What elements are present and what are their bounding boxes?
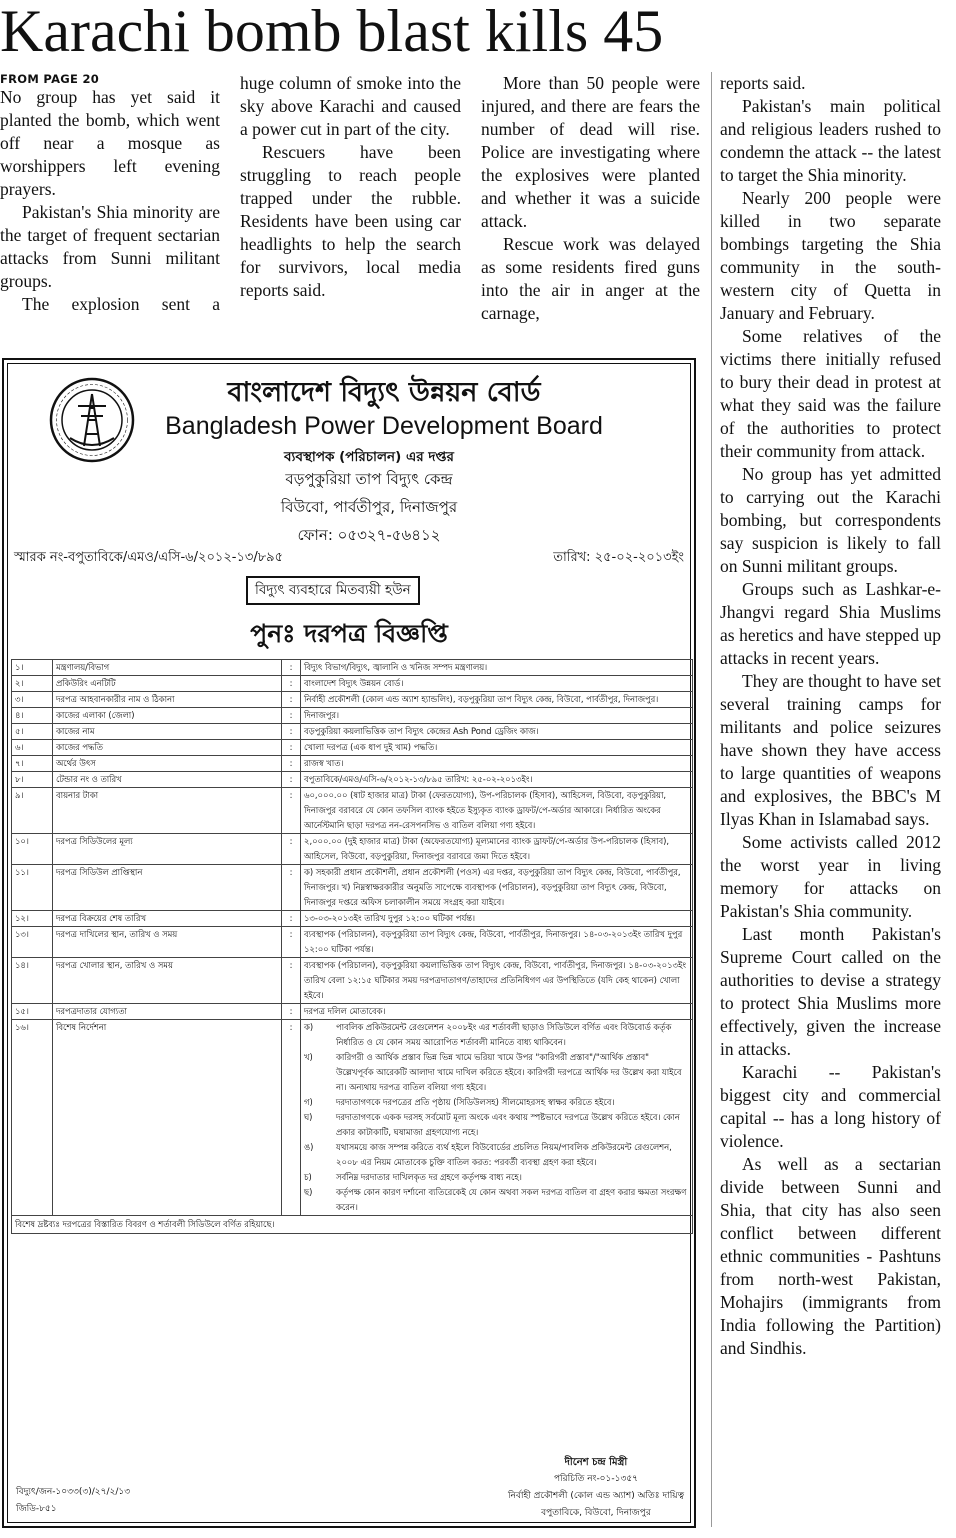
row-number: ১৩। <box>12 927 53 958</box>
table-row <box>12 911 693 927</box>
instruction-key: ঙ) <box>304 1142 314 1152</box>
row-separator: : <box>282 834 301 865</box>
row-value: বপুতাবিকে/এমও/এসি-৬/২০১২-১৩/৮৯৫ তারিখ: ২৫-০২-২০১৩ইং। <box>301 772 693 788</box>
instruction-text: দরদাতাগণকে একক দরসহ সর্বমোট মূল্য অংকে এবং কথায় স্পষ্টভাবে দরপত্রে উল্লেখ করিতে হইবে। কোন প্রকার কাটাকাটি, ঘষামাজা গ্রহণযোগ্য নহে। <box>336 1112 680 1137</box>
row-separator: : <box>282 692 301 708</box>
row-label: দরপত্র বিক্রয়ের শেষ তারিখ <box>53 911 282 927</box>
table-row <box>12 756 693 772</box>
article-column-4 <box>720 72 941 1360</box>
article-paragraph: No group has yet admitted to carrying out the Karachi bombing, but correspondents say suspicion is likely to fall on Sunni militant groups. <box>720 464 941 576</box>
table-row <box>12 927 693 958</box>
row-label: দরপত্র খোলার স্থান, তারিখ ও সময় <box>53 958 282 1004</box>
from-page-label: FROM PAGE 20 <box>0 72 100 86</box>
table-row <box>12 834 693 865</box>
office-name: ব্যবস্থাপক (পরিচালন) এর দপ্তর <box>284 449 454 465</box>
article-column-1 <box>0 72 220 316</box>
table-row <box>12 1020 693 1216</box>
table-row <box>12 772 693 788</box>
signature-block <box>508 1454 684 1522</box>
notice-title: পুনঃ দরপত্র বিজ্ঞপ্তি <box>250 619 448 648</box>
notice-date: তারিখ: ২৫-০২-২০১৩ইং <box>553 550 684 565</box>
address: বিউবো, পার্বতীপুর, দিনাজপুর <box>280 498 458 516</box>
table-row <box>12 865 693 911</box>
signatory-name: দীনেশ চন্দ্র মিস্ত্রী <box>564 1457 628 1468</box>
article-paragraph: As well as a sectarian divide between Sunni and Shia, that city has also seen conflict between different ethnic communities - Pashtuns from north-west Pakistan, Mohajirs (immigrants from India following the Partition) and Sindhis. <box>720 1154 941 1358</box>
row-number: ১৬। <box>12 1020 53 1216</box>
instruction-item <box>304 1110 689 1140</box>
column-divider <box>711 72 712 1527</box>
instruction-text: দরদাতাগণকে দরপত্রের প্রতি পৃষ্ঠায় (সিডিউলসহ) সীলমোহরসহ স্বাক্ষর করিতে হইবে। <box>336 1097 615 1107</box>
table-row <box>12 958 693 1004</box>
instruction-item <box>304 1185 689 1215</box>
row-value <box>301 1020 693 1216</box>
article-paragraph: Nearly 200 people were killed in two separate bombings targeting the Shia community in the south-western city of Quetta in January and February. <box>720 188 941 323</box>
table-row <box>12 740 693 756</box>
row-number: ১৪। <box>12 958 53 1004</box>
remark-row <box>12 1216 693 1234</box>
instruction-key: ক) <box>304 1022 314 1032</box>
row-value: ক) সহকারী প্রধান প্রকৌশলী, প্রধান প্রকৌশলী (পওস) এর দপ্তর, বড়পুকুরিয়া তাপ বিদ্যুৎ কেন্দ্র, বিউবো, পার্বতীপুর, দিনাজপুর। খ) নিম্নস্বাক্ষরকারীর অনুমতি সাপেক্ষে ব্যবস্থাপক (পরিচালন), বড়পুকুরিয়া তাপ বিদ্যুৎ কেন্দ্র, বিউবো, দিনাজপুর দপ্তরে অফিস চলাকালীন সময়ে সংগ্রহ করা যাইবে। <box>301 865 693 911</box>
remark-text: বিশেষ দ্রষ্টব্যঃ দরপত্রের বিস্তারিত বিবরণ ও শর্তাবলী সিডিউলে বর্ণিত রহিয়াছে। <box>12 1216 693 1234</box>
row-number: ৭। <box>12 756 53 772</box>
article-paragraph: More than 50 people were injured, and there are fears the number of dead will rise. Police are investigating where the explosives were planted and whether it was a suicide attack. <box>481 73 700 231</box>
instruction-text: পাবলিক প্রকিউরমেন্ট রেগুলেশন ২০০৮ইং এর শর্তাবলী ছাড়াও সিডিউলে বর্ণিত এবং বিউবোর্ড কর্তৃক নির্ধারিত ও যে কোন সময় আরোপিত শর্তাবলী মানিতে বাধ্য থাকিবেন। <box>336 1022 672 1047</box>
row-value: ব্যবস্থাপক (পরিচালন), বড়পুকুরিয়া কয়লাভিত্তিক তাপ বিদ্যুৎ কেন্দ্র, বিউবো, পার্বতীপুর, দিনাজপুর। ১৪-০৩-২০১৩ইং তারিখ বেলা ১২:১৫ ঘটিকার সময় দরপত্রদাতাগণ/তাহাদের প্রতিনিধিগণ এর উপস্থিতিতে (যদি কেহ থাকেন) খোলা হইবে। <box>301 958 693 1004</box>
table-row <box>12 708 693 724</box>
row-number: ১২। <box>12 911 53 927</box>
row-number: ৮। <box>12 772 53 788</box>
article-paragraph: Pakistan's Shia minority are the target of frequent sectarian attacks from Sunni militant groups. <box>0 202 220 291</box>
row-separator: : <box>282 724 301 740</box>
row-number: ৬। <box>12 740 53 756</box>
article-column-2 <box>240 72 461 302</box>
row-value: খোলা দরপত্র (এক ধাপ দুই খাম) পদ্ধতি। <box>301 740 693 756</box>
row-separator: : <box>282 756 301 772</box>
instruction-item <box>304 1170 689 1185</box>
headline: Karachi bomb blast kills 45 <box>0 0 664 64</box>
row-label: দরপত্র আহবানকারীর নাম ও ঠিকানা <box>53 692 282 708</box>
article-paragraph: reports said. <box>720 73 806 93</box>
row-number: ২। <box>12 676 53 692</box>
tender-table <box>11 659 693 1234</box>
row-separator: : <box>282 958 301 1004</box>
row-number: ৩। <box>12 692 53 708</box>
plant-name: বড়পুকুরিয়া তাপ বিদ্যুৎ কেন্দ্র <box>285 470 453 488</box>
row-number: ৯। <box>12 788 53 834</box>
row-number: ১১। <box>12 865 53 911</box>
phone: ফোন: ০৫৩২৭-৫৬৪১২ <box>297 526 441 544</box>
instruction-text: সর্বনিম্ন দরদাতার দাখিলকৃত দর গ্রহণে কর্তৃপক্ষ বাধ্য নহে। <box>336 1172 522 1182</box>
row-value: রাজস্ব খাত। <box>301 756 693 772</box>
instruction-item <box>304 1050 689 1095</box>
reference-number: বিদ্যুৎ/জন-১০৩৩(৩)/২৭/২/১৩ <box>16 1487 131 1497</box>
row-value: ৬০,০০০.০০ (ষাট হাজার মাত্র) টাকা (ফেরতযোগ্য), উপ-পরিচালক (হিসাব), আহিসেল, বিউবো, বড়পুকুরিয়া, দিনাজপুর বরাবরে যে কোন তফসিল ব্যাংক হইতে ইস্যুকৃত ব্যাংক ড্রাফট/পে-অর্ডার আকারে। নির্ধারিত অংকের আর্নেস্টমানি ছাড়া দরপত্র নন-রেসপনসিভ ও বাতিল বলিয়া গণ্য হইবে। <box>301 788 693 834</box>
row-separator: : <box>282 676 301 692</box>
row-label: বিশেষ নির্দেশনা <box>53 1020 282 1216</box>
article-paragraph: Last month Pakistan's Supreme Court called on the authorities to devise a strategy to protect Shia Muslims more effectively, given the increase in attacks. <box>720 924 941 1059</box>
table-row <box>12 1004 693 1020</box>
row-separator: : <box>282 1020 301 1216</box>
instruction-item <box>304 1095 689 1110</box>
instruction-text: যথাসময়ে কাজ সম্পন্ন করিতে ব্যর্থ হইলে বিউবোর্ডের প্রচলিত নিয়ম/পাবলিক প্রকিউরমেন্ট রেগুলেশন, ২০০৮ এর নিয়ম মোতাবেক চুক্তি বাতিল করত: পরবর্তী ব্যবস্থা গ্রহণ করা হইবে। <box>336 1142 672 1167</box>
row-separator: : <box>282 740 301 756</box>
article-paragraph: The explosion sent a <box>22 294 220 314</box>
instruction-key: খ) <box>304 1052 313 1062</box>
row-separator: : <box>282 708 301 724</box>
row-number: ৫। <box>12 724 53 740</box>
row-label: মন্ত্রণালয়/বিভাগ <box>53 660 282 676</box>
article-paragraph: No group has yet said it planted the bomb, which went off near a mosque as worshippers left evening prayers. <box>0 87 220 199</box>
row-number: ১। <box>12 660 53 676</box>
row-separator: : <box>282 788 301 834</box>
instruction-key: ছ) <box>304 1187 313 1197</box>
table-row <box>12 788 693 834</box>
article-paragraph: huge column of smoke into the sky above Karachi and caused a power cut in part of the city. <box>240 73 461 139</box>
row-label: টেন্ডার নং ও তারিখ <box>53 772 282 788</box>
row-separator: : <box>282 660 301 676</box>
row-label: দরপত্রদাতার যোগ্যতা <box>53 1004 282 1020</box>
row-number: ১৫। <box>12 1004 53 1020</box>
memo-number: স্মারক নং-বপুতাবিকে/এমও/এসি-৬/২০১২-১৩/৮৯৫ <box>14 550 284 565</box>
instruction-key: ঘ) <box>304 1112 313 1122</box>
article-paragraph: Some relatives of the victims there initially refused to bury their dead in protest at what they said was the failure of the authorities to protect their community from attack. <box>720 326 941 461</box>
row-label: প্রকিউরিং এনটিটি <box>53 676 282 692</box>
row-label: অর্থের উৎস <box>53 756 282 772</box>
instruction-text: কর্তৃপক্ষ কোন কারণ দর্শানো ব্যতিরেকেই যে কোন অথবা সকল দরপত্র বাতিল বা গ্রহণ করার ক্ষমতা সংরক্ষণ করেন। <box>336 1187 687 1212</box>
instruction-key: চ) <box>304 1172 312 1182</box>
article-paragraph: Some activists called 2012 the worst year in living memory for attacks on Pakistan's Shia community. <box>720 832 941 921</box>
article-column-3 <box>481 72 700 325</box>
table-row <box>12 692 693 708</box>
row-value: নির্বাহী প্রকৌশলী (কোল এন্ড অ্যাশ হ্যান্ডলিং), বড়পুকুরিয়া তাপ বিদ্যুৎ কেন্দ্র, বিউবো, পার্বতীপুর, দিনাজপুর। <box>301 692 693 708</box>
signatory-id: পরিচিতি নং-০১-১৩৫৭ <box>553 1474 639 1484</box>
instruction-item <box>304 1020 689 1050</box>
row-label: কাজের পদ্ধতি <box>53 740 282 756</box>
row-value: ব্যবস্থাপক (পরিচালন), বড়পুকুরিয়া তাপ বিদ্যুৎ কেন্দ্র, বিউবো, পার্বতীপুর, দিনাজপুর। ১৪-০৩-২০১৩ইং তারিখ দুপুর ১২:০০ ঘটিকা পর্যন্ত। <box>301 927 693 958</box>
table-row <box>12 676 693 692</box>
org-name-english: Bangladesh Power Development Board <box>165 412 603 440</box>
row-label: বায়নার টাকা <box>53 788 282 834</box>
article-paragraph: Karachi -- Pakistan's biggest city and commercial capital -- has a long history of violence. <box>720 1062 941 1151</box>
article-paragraph: They are thought to have set several training camps for militants and police seizures have shown they have access to large quantities of weapons and explosives, the BBC's M Ilyas Khan in Islamabad says. <box>720 671 941 829</box>
article-paragraph: Groups such as Lashkar-e-Jhangvi regard Shia Muslims as heretics and have stepped up attacks in recent years. <box>720 579 941 668</box>
slogan-box: বিদ্যুৎ ব্যবহারে মিতব্যয়ী হউন <box>246 576 420 605</box>
ad-inner-border <box>7 363 691 1523</box>
row-value: দরপত্র দলিল মোতাবেক। <box>301 1004 693 1020</box>
row-separator: : <box>282 865 301 911</box>
instruction-text: কারিগরী ও আর্থিক প্রস্তাব ভিন্ন ভিন্ন খামে ভরিয়া খামে উপর "কারিগরী প্রস্তাব"/"আর্থিক প্রস্তাব" উল্লেখপূর্বক আরেকটি আলাদা খামে দাখিল করিতে হইবে। কারিগরী দরপত্রে আর্থিক দর উল্লেখ করা যাইবে না। অন্যথায় দরপত্র বাতিল বলিয়া গণ্য হইবে। <box>336 1052 682 1092</box>
row-number: ৪। <box>12 708 53 724</box>
row-separator: : <box>282 772 301 788</box>
row-separator: : <box>282 927 301 958</box>
row-value: বিদ্যুৎ বিভাগ/বিদ্যুৎ, জ্বালানি ও খনিজ সম্পদ মন্ত্রণালয়। <box>301 660 693 676</box>
row-label: দরপত্র সিডিউলের মূল্য <box>53 834 282 865</box>
reference-block <box>16 1484 130 1518</box>
row-value: ২,০০০.০০ (দুই হাজার মাত্র) টাকা (অফেরতযোগ্য) মূল্যমানের ব্যাংক ড্রাফট/পে-অর্ডার উপ-পরিচালক (হিসাব), আহিসেল, বিউবো, বড়পুকুরিয়া, দিনাজপুর বরাবরে জমা দিতে হইবে। <box>301 834 693 865</box>
article-paragraph: Rescuers have been struggling to reach people trapped under the rubble. Residents have been using car headlights to help the search for survivors, local media reports said. <box>240 142 461 300</box>
row-value: ১৩-০৩-২০১৩ইং তারিখ দুপুর ১২:০০ ঘটিকা পর্যন্ত। <box>301 911 693 927</box>
row-value: দিনাজপুর। <box>301 708 693 724</box>
instruction-key: গ) <box>304 1097 313 1107</box>
row-number: ১০। <box>12 834 53 865</box>
table-row <box>12 724 693 740</box>
row-separator: : <box>282 911 301 927</box>
signatory-office: বপুতাবিকে, বিউবো, দিনাজপুর <box>541 1508 651 1518</box>
row-value: বড়পুকুরিয়া কয়লাভিত্তিক তাপ বিদ্যুৎ কেন্দ্রের Ash Pond ড্রেজিং কাজ। <box>301 724 693 740</box>
table-row <box>12 660 693 676</box>
signatory-title: নির্বাহী প্রকৌশলী (কোল এন্ড অ্যাশ) অতিঃ দায়িত্ব <box>507 1491 684 1501</box>
row-value: বাংলাদেশ বিদ্যুৎ উন্নয়ন বোর্ড। <box>301 676 693 692</box>
article-paragraph: Rescue work was delayed as some residents fired guns into the air in anger at the carnage, <box>481 234 700 323</box>
row-label: দরপত্র সিডিউল প্রাপ্তিস্থান <box>53 865 282 911</box>
org-name-bangla: বাংলাদেশ বিদ্যুৎ উন্নয়ন বোর্ড <box>227 377 541 408</box>
article-paragraph: Pakistan's main political and religious leaders rushed to condemn the attack -- the latest to target the Shia minority. <box>720 96 941 185</box>
tender-advertisement <box>2 358 696 1528</box>
row-label: কাজের নাম <box>53 724 282 740</box>
row-label: কাজের এলাকা (জেলা) <box>53 708 282 724</box>
instruction-item <box>304 1140 689 1170</box>
row-label: দরপত্র দাখিলের স্থান, তারিখ ও সময় <box>53 927 282 958</box>
row-separator: : <box>282 1004 301 1020</box>
reference-code: জিডি-৮৫১ <box>16 1504 57 1514</box>
